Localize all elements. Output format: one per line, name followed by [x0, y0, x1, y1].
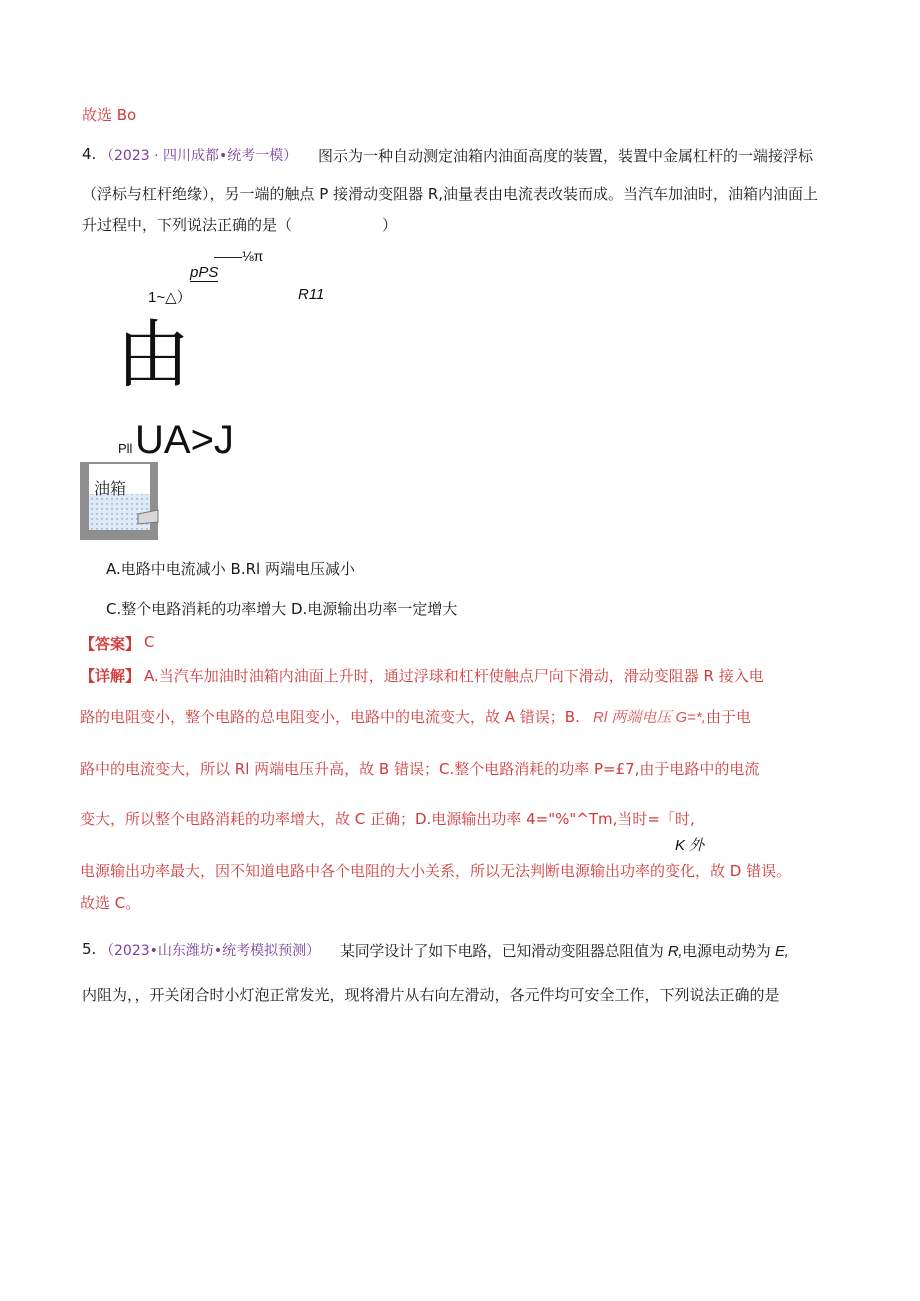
answer-value: C — [144, 633, 155, 651]
option-a-b: A.电路中电流减小 B.Rl 两端电压减小 — [106, 560, 355, 578]
question-4-line2: （浮标与杠杆绝缘），另一端的触点 P 接滑动变阻器 R,油量表由电流表改装而成。当汽车加油时，油箱内油面上 — [82, 185, 819, 203]
option-c-d: C.整个电路消耗的功率增大 D.电源输出功率一定增大 — [106, 600, 458, 618]
figure-label-r11: R11 — [298, 286, 325, 303]
question-4-line3: 升过程中，下列说法正确的是（ ） — [82, 216, 398, 234]
previous-answer: 故选 Bo — [82, 106, 137, 124]
figure-label-top: ——⅛π — [214, 248, 264, 264]
answer-tag: 【答案】 — [80, 635, 141, 653]
figure-label-float: 1~△） — [148, 289, 192, 306]
detail-line2c: 由于电 — [706, 708, 752, 726]
detail-line3: 路中的电流变大，所以 Rl 两端电压升高，故 B 错误；C.整个电路消耗的功率 P=£7,由于电路中的电流 — [80, 760, 760, 778]
detail-line6: 故选 C。 — [80, 894, 141, 912]
detail-tag: 【详解】 — [80, 667, 141, 685]
detail-line4: 变大，所以整个电路消耗的功率增大，故 C 正确；D.电源输出功率 4="%"^Tm,当时=「时, — [80, 810, 695, 828]
question-4-line1: 图示为一种自动测定油箱内油面高度的装置，装置中金属杠杆的一端接浮标 — [318, 147, 814, 165]
question-5-number: 5. — [82, 940, 97, 958]
figure-label-meter: UA>J — [135, 418, 234, 462]
detail-line2a: 路的电阻变小，整个电路的总电阻变小，电路中的电流变大，故 A 错误；B. — [80, 708, 580, 726]
question-5-line1-a: 某同学设计了如下电路，已知滑动变阻器总阻值为 — [340, 942, 668, 960]
question-4-number: 4. — [82, 145, 97, 163]
question-5-line1-c: 电源电动势为 — [682, 942, 775, 960]
question-5-line1 — [340, 940, 789, 961]
question-5-line2: 内阻为，，开关闭合时小灯泡正常发光，现将滑片从右向左滑动，各元件均可安全工作，下列说法正确的是 — [82, 986, 780, 1004]
detail-line1: A.当汽车加油时油箱内油面上升时，通过浮球和杠杆使触点尸向下滑动，滑动变阻器 R 接入电 — [144, 667, 764, 685]
question-5-var-e: E, — [774, 943, 789, 960]
figure-label-pll: Pll — [118, 441, 133, 456]
oil-tank-icon — [80, 462, 162, 542]
question-5-var-r: R, — [667, 943, 683, 960]
question-5-source: （2023•山东潍坊•统考模拟预测） — [100, 943, 321, 959]
detail-line4b: K 外 — [675, 837, 705, 854]
detail-line5: 电源输出功率最大，因不知道电路中各个电阻的大小关系，所以无法判断电源输出功率的变化，故 D 错误。 — [80, 862, 792, 880]
detail-line2b: Rl 两端电压 G=*, — [593, 709, 706, 726]
question-4-source: （2023 · 四川成都•统考一模） — [100, 148, 298, 164]
figure-glyph: 由 — [116, 312, 190, 398]
oil-tank-diagram — [80, 462, 162, 542]
figure-label-pps: pPS — [190, 264, 219, 281]
oil-tank-label: 油箱 — [94, 479, 127, 498]
